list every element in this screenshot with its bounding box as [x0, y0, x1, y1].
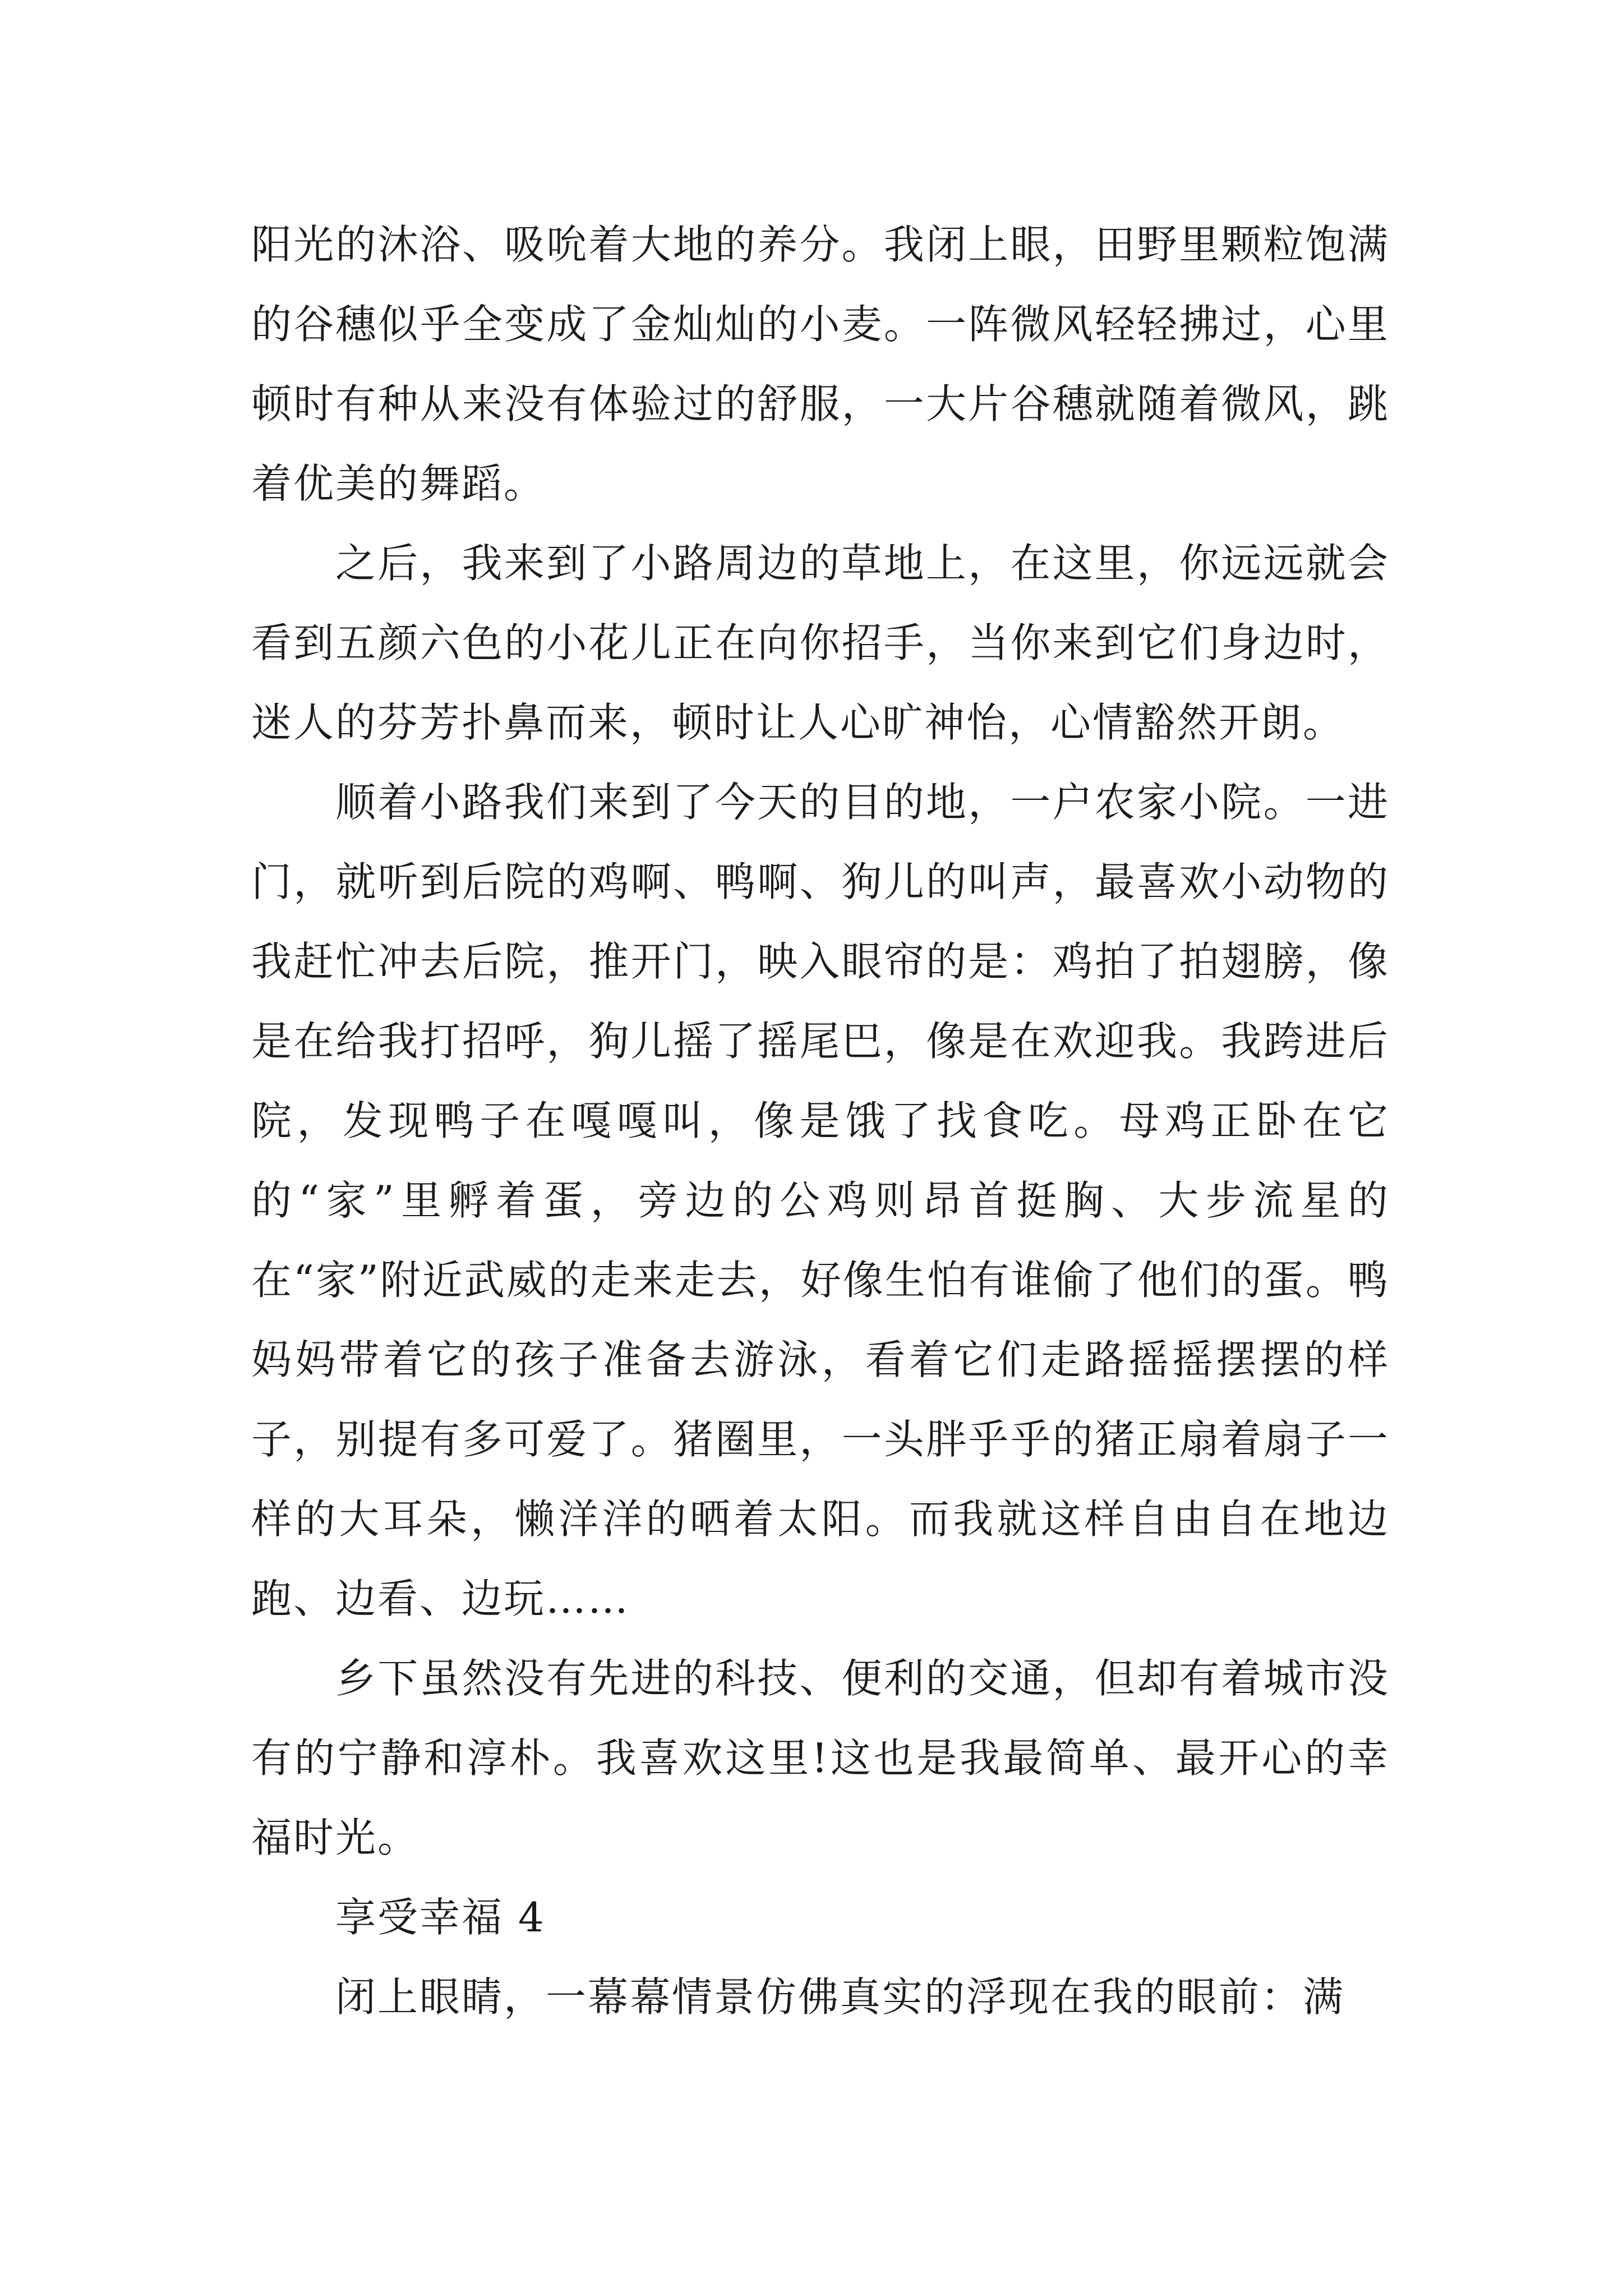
- document-body: [251, 205, 1390, 2037]
- paragraph-1: 阳光的沐浴、吸吮着大地的养分。我闭上眼，田野里颗粒饱满的谷穗似乎全变成了金灿灿的小麦。一阵微风轻轻拂过，心里顿时有种从来没有体验过的舒服，一大片谷穗就随着微风，跳着优美的舞蹈。: [251, 221, 1390, 507]
- paragraph-5: 闭上眼睛，一幕幕情景仿佛真实的浮现在我的眼前：满: [335, 1973, 1345, 2021]
- section-heading: 享受幸福 4: [335, 1894, 546, 1941]
- paragraph-2: 之后，我来到了小路周边的草地上，在这里，你远远就会看到五颜六色的小花儿正在向你招手，当你来到它们身边时，迷人的芬芳扑鼻而来，顿时让人心旷神怡，心情豁然开朗。: [251, 540, 1390, 746]
- paragraph-3: 顺着小路我们来到了今天的目的地，一户农家小院。一进门，就听到后院的鸡啊、鸭啊、狗儿的叫声，最喜欢小动物的我赶忙冲去后院，推开门，映入眼帘的是：鸡拍了拍翅膀，像是在给我打招呼，狗儿摇了摇尾巴，像是在欢迎我。我跨进后院，发现鸭子在嘎嘎叫，像是饿了找食吃。母鸡正卧在它的“家”里孵着蛋，旁边的公鸡则昂首挺胸、大步流星的在“家”附近武威的走来走去，好像生怕有谁偷了他们的蛋。鸭妈妈带着它的孩子准备去游泳，看着它们走路摇摇摆摆的样子，别提有多可爱了。猪圈里，一头胖乎乎的猪正扇着扇子一样的大耳朵，懒洋洋的晒着太阳。而我就这样自由自在地边跑、边看、边玩……: [251, 779, 1390, 1622]
- paragraph-4: 乡下虽然没有先进的科技、便利的交通，但却有着城市没有的宁静和淳朴。我喜欢这里!这也是我最简单、最开心的幸福时光。: [251, 1655, 1390, 1861]
